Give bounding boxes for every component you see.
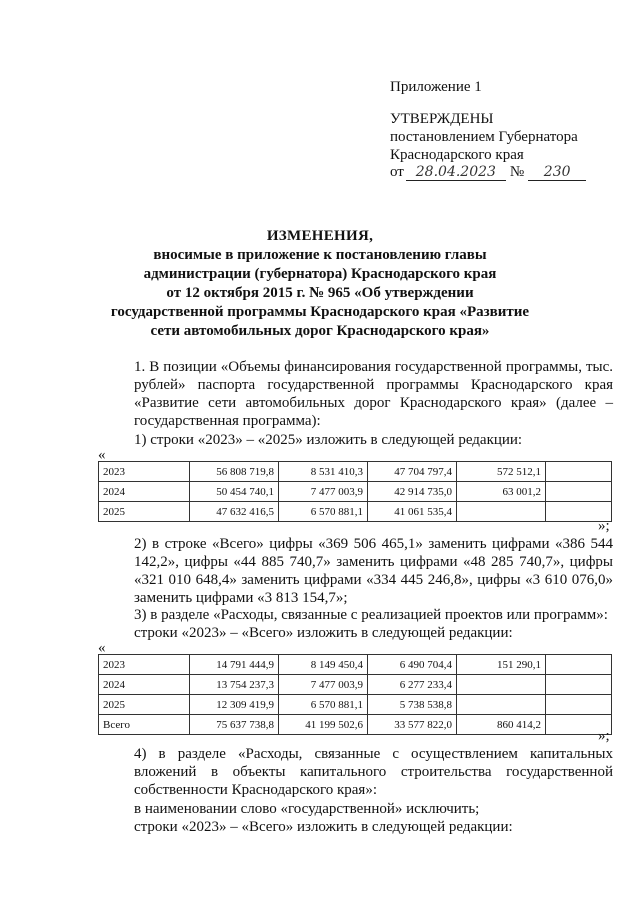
item2-paragraph (98, 535, 613, 607)
table-cell: 7 477 003,9 (279, 482, 368, 502)
table-cell: 2024 (99, 675, 190, 695)
open-quote: « (98, 640, 106, 656)
close-quote: »; (598, 728, 610, 744)
table-row (99, 715, 612, 735)
table-cell: 56 808 719,8 (190, 462, 279, 482)
table-cell: 47 704 797,4 (368, 462, 457, 482)
table-cell (546, 655, 612, 675)
table-cell: 42 914 735,0 (368, 482, 457, 502)
table-cell: 7 477 003,9 (279, 675, 368, 695)
financing-table-1 (98, 461, 612, 522)
table-cell: 50 454 740,1 (190, 482, 279, 502)
table-cell: 6 570 881,1 (279, 695, 368, 715)
item2-text: 2) в строке «Всего» цифры «369 506 465,1» заменить цифрами «386 544 142,2», цифры «44 885 740,7» заменить цифрами «48 285 740,7», цифры «321 010 648,4» заменить цифрами «334 445 246,8», цифры «3 610 076,0» заменить цифрами «3 813 154,7»; (134, 536, 613, 606)
table-cell: 572 512,1 (457, 462, 546, 482)
item1-paragraph (98, 358, 613, 430)
open-quote: « (98, 447, 106, 463)
table-cell: 2024 (99, 482, 190, 502)
table-cell: 12 309 419,9 (190, 695, 279, 715)
table-cell (457, 502, 546, 522)
financing-table-2 (98, 654, 612, 735)
table-row (99, 675, 612, 695)
table-cell (457, 675, 546, 695)
table-cell (546, 675, 612, 695)
table-cell: 2023 (99, 655, 190, 675)
approved-by-line: постановлением Губернатора (390, 129, 578, 145)
item1-text: 1. В позиции «Объемы финансирования государственной программы, тыс. рублей» паспорта государственной программы Краснодарского края «Развитие сети автомобильных дорог Краснодарского края» (далее – государственная программа): (134, 359, 613, 429)
table-cell: 860 414,2 (457, 715, 546, 735)
item4-sub2: строки «2023» – «Всего» изложить в следующей редакции: (134, 819, 513, 835)
title-line: государственной программы Краснодарского края «Развитие (110, 304, 530, 320)
table-row (99, 482, 612, 502)
table-cell (546, 462, 612, 482)
handwritten-date: 28.04.2023 (406, 164, 506, 181)
table-cell: 33 577 822,0 (368, 715, 457, 735)
title-line: администрации (губернатора) Краснодарского края (143, 266, 497, 282)
table-row (99, 655, 612, 675)
item4-paragraph (98, 745, 613, 799)
table-cell: 2025 (99, 502, 190, 522)
table-cell: 6 490 704,4 (368, 655, 457, 675)
table-cell (457, 695, 546, 715)
table-cell: 2025 (99, 695, 190, 715)
title-line: сети автомобильных дорог Краснодарского края» (150, 323, 490, 339)
table-cell (546, 695, 612, 715)
item4-sub1: в наименовании слово «государственной» исключить; (134, 801, 480, 817)
close-quote: »; (598, 518, 610, 534)
table-cell: 41 199 502,6 (279, 715, 368, 735)
signature-row (390, 163, 586, 181)
table-cell: 8 149 450,4 (279, 655, 368, 675)
approved-region-line: Краснодарского края (390, 147, 524, 163)
table-row (99, 695, 612, 715)
document-title (60, 227, 580, 341)
table-cell: 63 001,2 (457, 482, 546, 502)
table-row (99, 462, 612, 482)
handwritten-number: 230 (528, 164, 586, 181)
table-cell: 151 290,1 (457, 655, 546, 675)
table-cell: 6 570 881,1 (279, 502, 368, 522)
table-cell: Всего (99, 715, 190, 735)
table-cell: 14 791 444,9 (190, 655, 279, 675)
item3-text: 3) в разделе «Расходы, связанные с реализацией проектов или программ»: (134, 607, 608, 623)
approved-label: УТВЕРЖДЕНЫ (390, 111, 494, 127)
appendix-label: Приложение 1 (390, 79, 482, 95)
table-cell: 8 531 410,3 (279, 462, 368, 482)
table-cell: 6 277 233,4 (368, 675, 457, 695)
item3-sub: строки «2023» – «Всего» изложить в следующей редакции: (134, 625, 513, 641)
table-cell: 75 637 738,8 (190, 715, 279, 735)
title-line: от 12 октября 2015 г. № 965 «Об утверждении (166, 285, 474, 301)
item4-text: 4) в разделе «Расходы, связанные с осуществлением капитальных вложений в объекты капитального строительства государственной собственности Краснодарского края»: (134, 746, 613, 798)
table-cell: 5 738 538,8 (368, 695, 457, 715)
title-heading: ИЗМЕНЕНИЯ, (266, 228, 374, 244)
number-label: № (509, 164, 525, 180)
from-label: от (390, 164, 404, 180)
table-cell: 13 754 237,3 (190, 675, 279, 695)
table-cell (546, 482, 612, 502)
table-cell: 2023 (99, 462, 190, 482)
title-line: вносимые в приложение к постановлению главы (153, 247, 487, 263)
table-cell: 41 061 535,4 (368, 502, 457, 522)
item1-sub: 1) строки «2023» – «2025» изложить в следующей редакции: (134, 432, 523, 448)
table-row (99, 502, 612, 522)
table-cell: 47 632 416,5 (190, 502, 279, 522)
